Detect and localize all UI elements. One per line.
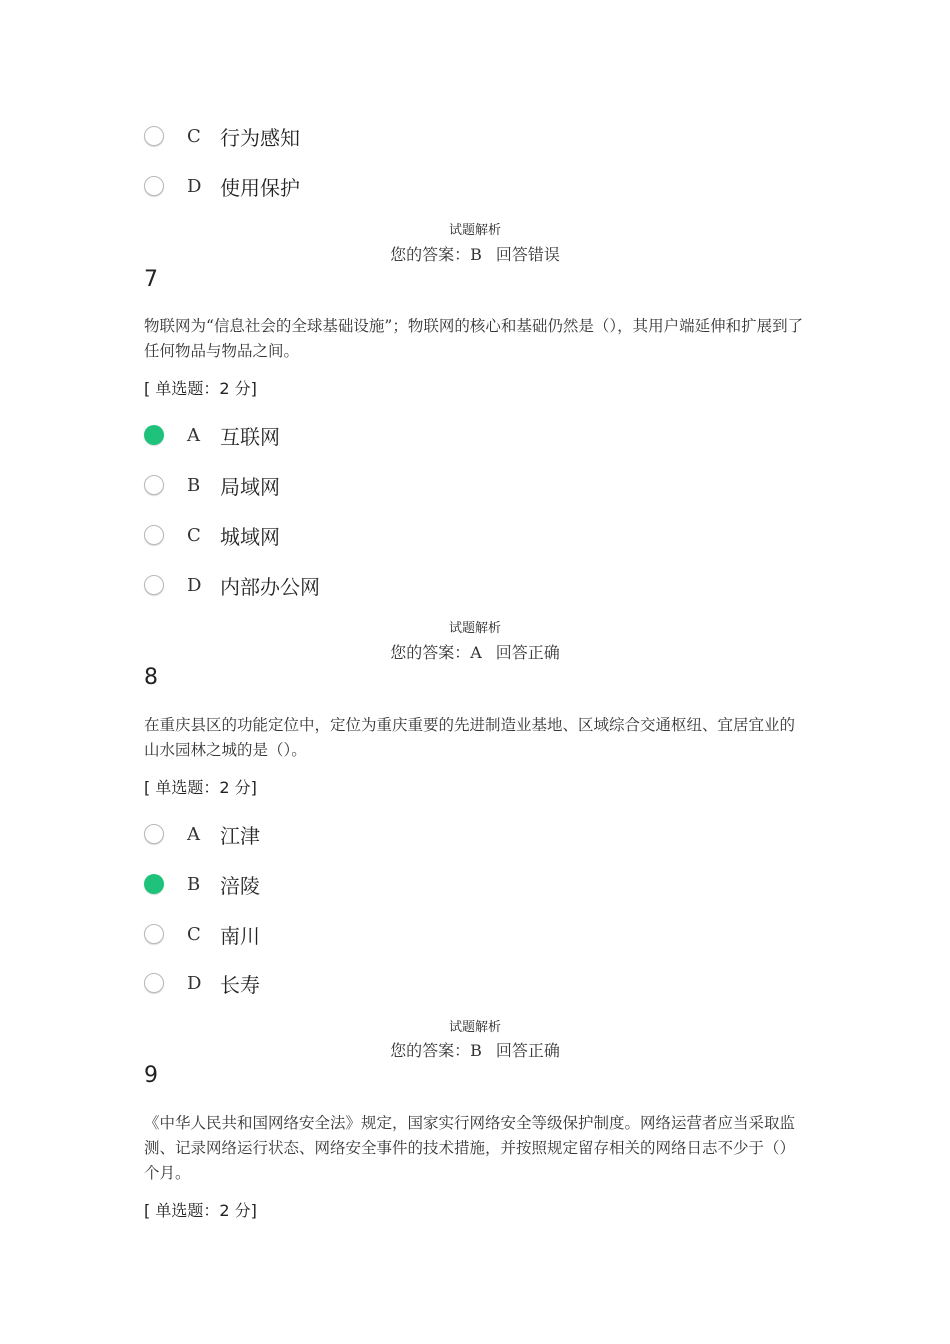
q6-option-c-radio[interactable] (144, 126, 164, 146)
q8-number: 8 (144, 665, 158, 690)
q7-your-answer: 您的答案：A (390, 643, 482, 662)
q7-option-b-text: 局域网 (220, 474, 280, 499)
q7-number: 7 (144, 267, 158, 292)
q7-question-text: 物联网为“信息社会的全球基础设施”；物联网的核心和基础仍然是（），其用户端延伸和扩展到了任何物品与物品之间。 (144, 317, 804, 360)
q6-option-d-radio[interactable] (144, 176, 164, 196)
q7-option-b[interactable] (144, 472, 280, 499)
q7-option-c-radio[interactable] (144, 525, 164, 545)
q7-option-a-letter: A (187, 424, 200, 446)
q8-answer-line (0, 1038, 950, 1061)
q8-option-c-letter: C (187, 923, 201, 945)
q6-answer-line (0, 242, 950, 265)
q6-option-c[interactable] (144, 123, 300, 150)
q6-option-c-letter: C (187, 125, 201, 147)
q8-option-b[interactable] (144, 871, 260, 898)
q8-option-b-letter: B (187, 873, 201, 895)
q7-question-type: [ 单选题：2 分] (144, 379, 257, 398)
q8-question-text: 在重庆县区的功能定位中，定位为重庆重要的先进制造业基地、区域综合交通枢纽、宜居宜业的山水园林之城的是（）。 (144, 716, 796, 759)
q7-option-a-radio[interactable] (144, 425, 164, 445)
q8-question-type: [ 单选题：2 分] (144, 778, 257, 797)
q8-option-a-text: 江津 (220, 823, 260, 848)
q7-option-c[interactable] (144, 522, 280, 549)
q6-result: 回答错误 (495, 245, 560, 264)
q7-option-d-text: 内部办公网 (220, 574, 320, 599)
q7-option-a-text: 互联网 (220, 424, 280, 449)
q6-option-d[interactable] (144, 173, 300, 200)
q7-option-b-letter: B (187, 474, 201, 496)
q8-option-a-letter: A (187, 823, 200, 845)
q8-option-b-text: 涪陵 (220, 873, 260, 898)
q8-option-d[interactable] (144, 970, 260, 997)
q6-option-d-text: 使用保护 (220, 175, 300, 200)
q6-option-c-text: 行为感知 (220, 125, 300, 150)
q7-option-c-letter: C (187, 524, 201, 546)
q8-result: 回答正确 (495, 1041, 560, 1060)
q7-option-c-text: 城域网 (220, 524, 280, 549)
q9-question-text: 《中华人民共和国网络安全法》规定，国家实行网络安全等级保护制度。网络运营者应当采取监测、记录网络运行状态、网络安全事件的技术措施，并按照规定留存相关的网络日志不少于（）个月。 (144, 1114, 796, 1182)
q7-option-d[interactable] (144, 572, 320, 599)
q7-answer-line (0, 640, 950, 663)
q9-question-type: [ 单选题：2 分] (144, 1201, 257, 1220)
q8-analysis-label[interactable]: 试题解析 (448, 1020, 501, 1035)
q8-option-c-text: 南川 (220, 923, 260, 948)
q7-analysis-label[interactable]: 试题解析 (448, 621, 501, 636)
q8-option-d-letter: D (187, 972, 202, 994)
q8-option-a-radio[interactable] (144, 824, 164, 844)
q8-option-b-radio[interactable] (144, 874, 164, 894)
q7-option-a[interactable] (144, 422, 280, 449)
q7-option-d-letter: D (187, 574, 202, 596)
q8-option-c-radio[interactable] (144, 924, 164, 944)
q8-option-a[interactable] (144, 821, 260, 848)
q9-number: 9 (144, 1063, 158, 1088)
q6-option-d-letter: D (187, 175, 202, 197)
q6-analysis-label[interactable]: 试题解析 (448, 223, 501, 238)
q6-your-answer: 您的答案：B (390, 245, 482, 264)
q7-result: 回答正确 (495, 643, 560, 662)
q7-option-d-radio[interactable] (144, 575, 164, 595)
q8-option-d-radio[interactable] (144, 973, 164, 993)
q8-option-c[interactable] (144, 921, 260, 948)
q8-option-d-text: 长寿 (220, 972, 260, 997)
q7-option-b-radio[interactable] (144, 475, 164, 495)
q8-your-answer: 您的答案：B (390, 1041, 482, 1060)
